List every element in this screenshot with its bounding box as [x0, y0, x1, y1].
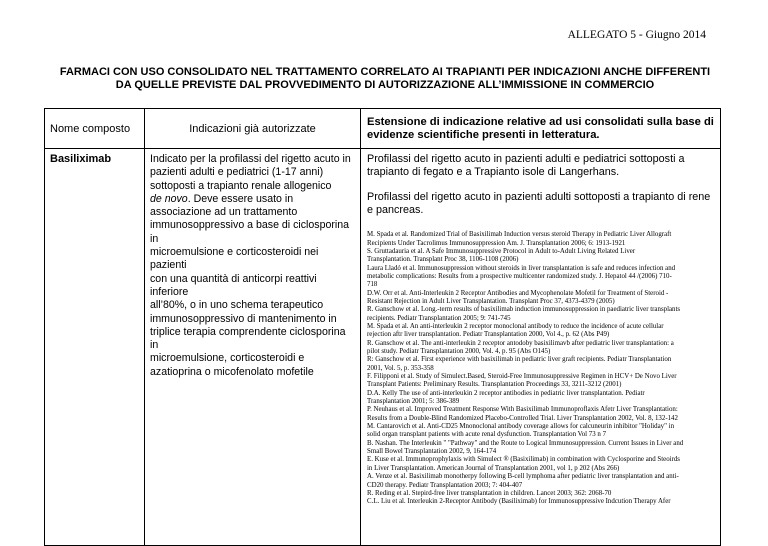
reference-line: M. Cantarovich et al. Anti-CD25 Mnonoclonal antibody coverage allows for calcuneurin inhibitor "Holiday" in	[367, 423, 675, 431]
reference-line: 718	[367, 281, 378, 289]
header-compound-name: Nome composto	[45, 109, 145, 149]
reference-line: solid organ transplant patients with acute renal dysfunction. Transplantation Vol 73 n 7	[367, 431, 607, 439]
reference-line: R. Ganschow et al. The anti-interleukin 2 receptor antodoby basixilimavb after pediatric liver transplantation: a	[367, 339, 674, 347]
title-line-2: DA QUELLE PREVISTE DAL PROVVEDIMENTO DI AUTORIZZAZIONE ALL’IMMISSIONE IN COMMERCIO	[115, 79, 655, 91]
document-annex-label: ALLEGATO 5 - Giugno 2014	[567, 29, 706, 41]
authorized-line: immunosoppressivo a base di ciclosporina in	[150, 219, 350, 245]
reference-line: Results from a Double-Blind Randomized Placebo-Controlled Trial. Liver Transplantation 2002, Vol. 8, 132-142	[367, 414, 678, 422]
authorized-line: triplice terapia comprendente ciclosporina in	[150, 325, 346, 352]
reference-line: pilot study. Pediatr Transplantation 2000, Vol. 4, p. 95 (Abs O145)	[367, 348, 551, 355]
reference-line: Small Bowel Transplantation 2002, 9, 164-174	[367, 448, 497, 456]
reference-line: Resistant Rejection in Adult Liver Transplantation. Transplant Proc 37, 4373-4379 (2005)	[367, 297, 615, 305]
drug-indications-table	[44, 108, 721, 546]
authorized-line: immunosoppressivo di mantenimento in	[150, 312, 337, 325]
authorized-line: Indicato per la profilassi del rigetto acuto in	[150, 153, 351, 165]
reference-line: A. Venze et al. Basixilimab monotherpy following B-cell lymphoma after pediatric liver transplantation and anti-	[367, 473, 679, 481]
header-extension-indications: Estensione di indicazione relative ad usi consolidati sulla base di evidenze scientifiche presenti in letteratura.	[361, 109, 721, 149]
reference-line: D.A. Kelly The use of anti-interleukin 2 receptor antibodies in pediatric liver transplantation. Pediatr	[367, 389, 645, 397]
reference-line: M. Spada et al. Randomized Trial of Basixilimab Induction versus steroid Therapy in Pediatric Liver Allograft	[367, 231, 672, 239]
table-row	[45, 149, 721, 546]
reference-line: recipients. Pediatr Transplantation 2005; 9: 741-745	[367, 314, 511, 322]
reference-line: rejection aftr liver transplantation. Pediatr Transplantation 2000, Vol 4., p. 62 (Abs P49)	[367, 331, 610, 339]
table-header-row	[45, 109, 721, 149]
reference-line: CD20 therapy. Pediatr Transplantation 2003; 7: 404-407	[367, 481, 523, 489]
reference-line: R. Reding et al. Stepird-free liver transplantation in children. Lancet 2003; 362: 2068-70	[367, 489, 612, 497]
authorized-line: all’80%, o in uno schema terapeutico	[150, 299, 324, 312]
references-list	[367, 231, 715, 506]
extension-paragraph-liver-islets: Profilassi del rigetto acuto in pazienti adulti e pediatrici sottoposti a trapianto di fegato e a Trapianto isole di Langerhans.	[367, 153, 685, 179]
authorized-line: de novo. Deve essere usato in	[150, 192, 294, 205]
title-line-1: FARMACI CON USO CONSOLIDATO NEL TRATTAMENTO CORRELATO AI TRAPIANTI PER INDICAZIONI ANCHE DIFFERENTI	[59, 66, 711, 78]
authorized-indications-cell	[145, 149, 361, 546]
reference-line: Transplant Patients: Preliminary Results. Transplantation Proceedings 33, 3211-3212 (2001)	[367, 381, 622, 389]
authorized-line: con una quantità di anticorpi reattivi inferiore	[150, 272, 317, 298]
authorized-line: microemulsione, corticosteroidi e	[150, 352, 305, 365]
reference-line: R: Ganschow et al. First experience with basixilimab in pediatric liver graft recipients. Pediatr Transplantation	[367, 356, 672, 364]
reference-line: F. Filipponi et al. Study of Simulect.Based, Steroid-Free Immunosuppressive Regimen in HCV+ De Novo Liver	[367, 373, 677, 381]
authorized-line: azatioprina o micofenolato mofetile	[150, 365, 314, 378]
extension-indications-cell	[361, 149, 721, 546]
authorized-line: associazione ad un trattamento	[150, 206, 298, 219]
reference-line: 2001, Vol. 5, p. 353-358	[367, 364, 434, 372]
header-authorized-indications: Indicazioni già autorizzate	[145, 109, 361, 149]
authorized-line: microemulsione e corticosteroidi nei pazienti	[150, 246, 319, 272]
reference-line: B. Nashan. The Interleukin " "Pathway" and the Route to Logical Immunosuppression. Current Issues in Liver and	[367, 439, 684, 447]
reference-line: in Liver Transplantation. American Journal of Transplantation 2001, vol 1, p 202 (Abs 266)	[367, 464, 620, 472]
authorized-line: sottoposti a trapianto renale allogenico	[150, 179, 332, 192]
extension-paragraph-kidney-pancreas: Profilassi del rigetto acuto in pazienti adulti sottoposti a trapianto di rene e pancreas.	[367, 190, 711, 216]
reference-line: P. Neuhaus et al. Improved Treatment Response With Basixilimab Immunoproflaxis Afetr Liver Transplantation:	[367, 406, 678, 414]
reference-line: Transplantation. Transplant Proc 38, 1106-1108 (2006)	[367, 256, 519, 264]
reference-line: E. Kuse et al. Immunoprophylaxis with Simulect ® (Basixilimab) in combination with Cyclosporine and Steoirds	[367, 456, 680, 464]
reference-line: R. Ganschow et al. Long.-term results of basixilimab induction immunosuppression in paediatric liver transplants	[367, 306, 681, 314]
reference-line: C.L. Liu et al. Interleukin 2-Receptor Antibody (Basiliximab) for Immunosuppressive Indcution Therapy Afer	[367, 498, 671, 506]
reference-line: metabolic complications: Results from a prospective multicenter randomized study. J. Hepatol 44 /(2006) 710-	[367, 272, 672, 280]
reference-line: Transplantation 2001; 5: 386-389	[367, 398, 460, 406]
authorized-line: pazienti adulti e pediatrici (1-17 anni)	[150, 166, 324, 179]
reference-line: Recipients Under Tacrolimus Immunosuppression Am. J. Transplantation 2006; 6: 1913-1921	[367, 239, 626, 247]
reference-line: D.W. Orr et al. Anti-Interleukin 2 Receptor Antibodies and Mycophenolate Mofetil for Treatment of Steroid -	[367, 289, 669, 297]
reference-line: Laura Lladó et al. Immunosuppression without steroids in liver transplantation is safe and reduces infection and	[367, 264, 676, 272]
reference-line: S. Gruttadauria et al. A Safe Immunosuppressive Protocol in Adult to-Adult Living Related Liver	[367, 247, 636, 255]
reference-line: M. Spada et al. An anti-interleukin 2 receptor monoclonal antibody to reduce the incidence of acute cellular	[367, 322, 664, 330]
document-title	[40, 66, 730, 92]
compound-name-cell: Basiliximab	[45, 149, 145, 546]
